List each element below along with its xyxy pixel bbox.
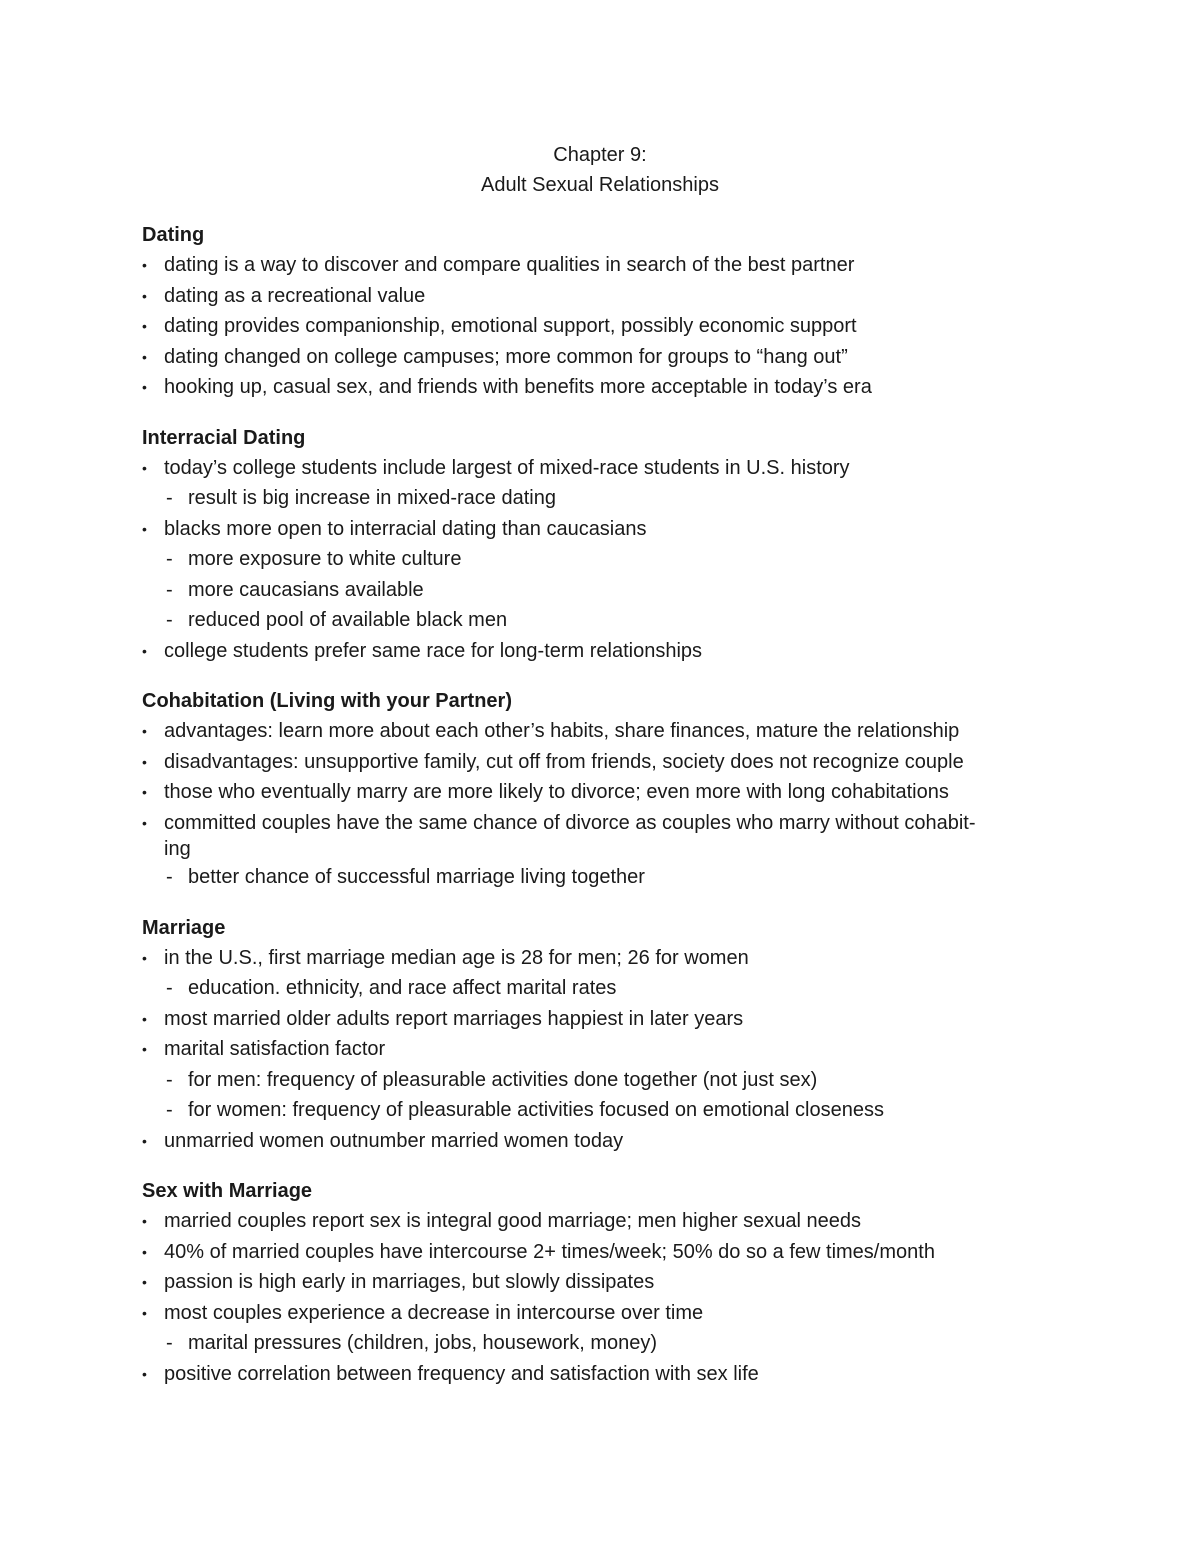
section-dating: [142, 220, 1062, 403]
bullet-icon: •: [142, 753, 147, 770]
sub-list-item-text: more caucasians available: [188, 578, 424, 601]
dash-icon: -: [166, 609, 173, 631]
list-item: [142, 1267, 1062, 1298]
list-item-text: 40% of married couples have intercourse 2+ times/week; 50% do so a few times/month: [164, 1240, 935, 1263]
list-item-text: in the U.S., first marriage median age is 28 for men; 26 for women: [164, 946, 749, 969]
section-heading: Interracial Dating: [142, 426, 306, 449]
list-item-text: dating as a recreational value: [164, 284, 426, 307]
bullet-icon: •: [142, 379, 147, 395]
sub-list-item: [142, 862, 1062, 893]
list-item: [142, 716, 1062, 747]
sub-list: [142, 1065, 1062, 1126]
chapter-title: Adult Sexual Relationships: [481, 174, 719, 196]
sub-list-item-text: more exposure to white culture: [188, 548, 462, 570]
list-item: [142, 808, 1062, 863]
dash-icon: -: [166, 977, 173, 999]
list-item: [142, 311, 1062, 342]
section-heading: Marriage: [142, 916, 226, 939]
list-item: [142, 636, 1062, 667]
section-heading: Sex with Marriage: [142, 1180, 313, 1202]
list-item-text: unmarried women outnumber married women today: [164, 1129, 624, 1152]
bullet-list: [142, 1206, 1062, 1389]
list-item-text-continuation: ing: [164, 838, 191, 860]
sub-list: [142, 973, 1062, 1004]
sub-list-item-text: marital pressures (children, jobs, housework, money): [188, 1332, 658, 1354]
list-item-text: advantages: learn more about each other’s habits, share finances, mature the relationship: [164, 720, 960, 742]
list-item-text: married couples report sex is integral good marriage; men higher sexual needs: [164, 1210, 862, 1232]
dash-icon: -: [166, 1099, 173, 1121]
list-item: [142, 1126, 1062, 1157]
list-item: [142, 943, 1062, 974]
list-item-text: most couples experience a decrease in intercourse over time: [164, 1301, 704, 1324]
list-item: [142, 372, 1062, 403]
sub-list-item-text: education. ethnicity, and race affect marital rates: [188, 977, 617, 999]
bullet-icon: •: [142, 949, 147, 966]
bullet-icon: •: [142, 1132, 147, 1149]
sub-list-item: [142, 1095, 1062, 1126]
sub-list-item-text: for women: frequency of pleasurable activities focused on emotional closeness: [188, 1099, 884, 1121]
list-item-text: committed couples have the same chance of divorce as couples who marry without cohabit-: [164, 811, 976, 834]
list-item: [142, 777, 1062, 808]
bullet-icon: •: [142, 1213, 147, 1229]
list-item: [142, 453, 1062, 484]
sub-list-item-text: better chance of successful marriage living together: [188, 866, 645, 888]
section-sex-with-marriage: [142, 1176, 1062, 1389]
bullet-icon: •: [142, 1243, 147, 1260]
bullet-icon: •: [142, 1274, 147, 1290]
section-interracial-dating: [142, 423, 1062, 667]
list-item: [142, 747, 1062, 778]
bullet-icon: •: [142, 1010, 147, 1027]
bullet-icon: •: [142, 459, 147, 476]
bullet-list: [142, 250, 1062, 403]
bullet-icon: •: [142, 814, 147, 831]
list-item-text: hooking up, casual sex, and friends with benefits more acceptable in today’s era: [164, 376, 872, 398]
sub-list-item: [142, 575, 1062, 606]
sub-list-item-text: reduced pool of available black men: [188, 609, 508, 631]
list-item-text: positive correlation between frequency and satisfaction with sex life: [164, 1362, 759, 1385]
list-item: [142, 281, 1062, 312]
bullet-icon: •: [142, 520, 147, 537]
sub-list: [142, 862, 1062, 893]
bullet-icon: •: [142, 1365, 147, 1382]
bullet-icon: •: [142, 723, 147, 739]
list-item: [142, 1359, 1062, 1390]
list-item: [142, 1206, 1062, 1237]
sub-list-item: [142, 605, 1062, 636]
list-item: [142, 514, 1062, 545]
sub-list: [142, 544, 1062, 636]
dash-icon: -: [166, 1332, 173, 1354]
section-heading: Cohabitation (Living with your Partner): [142, 690, 512, 712]
sub-list-item-text: for men: frequency of pleasurable activities done together (not just sex): [188, 1068, 818, 1091]
list-item-text: dating provides companionship, emotional support, possibly economic support: [164, 315, 857, 337]
bullet-list: [142, 943, 1062, 1157]
dash-icon: -: [166, 866, 173, 888]
bullet-icon: •: [142, 784, 147, 800]
section-marriage: [142, 913, 1062, 1157]
list-item-text: today’s college students include largest of mixed-race students in U.S. history: [164, 456, 850, 479]
bullet-icon: •: [142, 1041, 147, 1057]
sub-list-item: [142, 1065, 1062, 1096]
list-item-text: dating changed on college campuses; more common for groups to “hang out”: [164, 345, 848, 368]
list-item: [142, 1034, 1062, 1065]
list-item: [142, 250, 1062, 281]
sub-list: [142, 1328, 1062, 1359]
section-cohabitation-living-with-your-partner: [142, 686, 1062, 893]
bullet-icon: •: [142, 257, 147, 273]
bullet-icon: •: [142, 642, 147, 659]
list-item-text: marital satisfaction factor: [164, 1038, 386, 1060]
section-heading: Dating: [142, 224, 205, 246]
bullet-list: [142, 453, 1062, 667]
document-body: [142, 220, 1062, 1409]
list-item-text: disadvantages: unsupportive family, cut off from friends, society does not recognize couple: [164, 750, 964, 773]
list-item: [142, 1298, 1062, 1329]
bullet-icon: •: [142, 348, 147, 365]
bullet-list: [142, 716, 1062, 893]
sub-list-item-text: result is big increase in mixed-race dating: [188, 487, 556, 509]
list-item-text: college students prefer same race for long-term relationships: [164, 639, 703, 662]
list-item: [142, 342, 1062, 373]
bullet-icon: •: [142, 1304, 147, 1321]
dash-icon: -: [166, 1068, 173, 1091]
sub-list-item: [142, 973, 1062, 1004]
dash-icon: -: [166, 548, 173, 570]
list-item-text: passion is high early in marriages, but slowly dissipates: [164, 1271, 655, 1293]
bullet-icon: •: [142, 318, 147, 334]
sub-list-item: [142, 1328, 1062, 1359]
document-title: [0, 140, 1200, 200]
list-item-text: those who eventually marry are more likely to divorce; even more with long cohabitations: [164, 781, 949, 803]
dash-icon: -: [166, 487, 173, 509]
list-item-text: blacks more open to interracial dating than caucasians: [164, 517, 647, 540]
list-item-text: most married older adults report marriages happiest in later years: [164, 1007, 744, 1030]
sub-list: [142, 483, 1062, 514]
sub-list-item: [142, 483, 1062, 514]
list-item: [142, 1004, 1062, 1035]
sub-list-item: [142, 544, 1062, 575]
list-item-text: dating is a way to discover and compare qualities in search of the best partner: [164, 254, 855, 276]
list-item: [142, 1237, 1062, 1268]
bullet-icon: •: [142, 287, 147, 304]
dash-icon: -: [166, 578, 173, 601]
chapter-label: Chapter 9:: [553, 144, 647, 166]
